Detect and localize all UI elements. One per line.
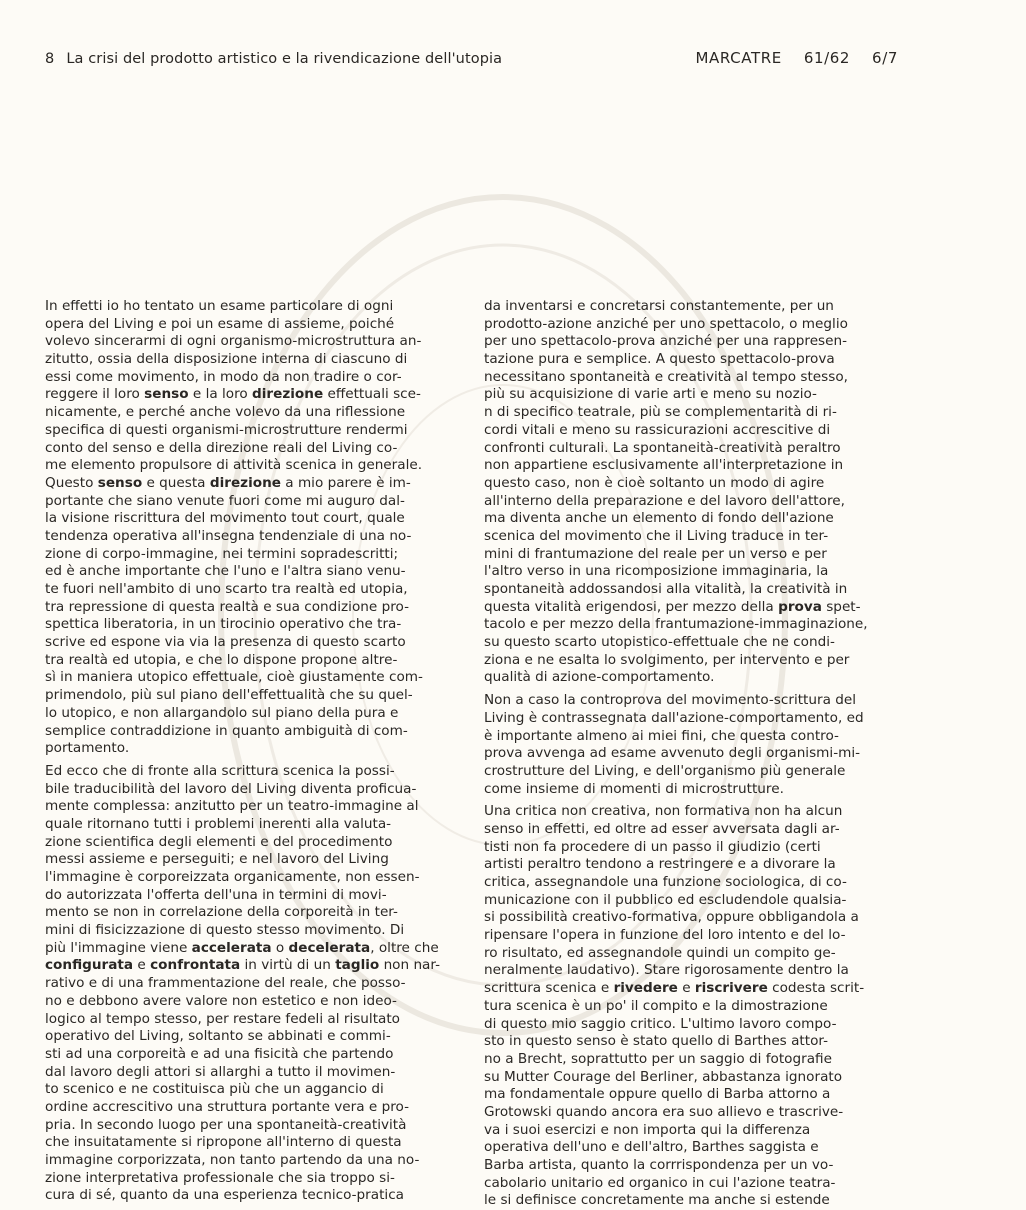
text-line: scenica del movimento che il Living traduce in ter- — [484, 527, 829, 544]
text-line: no a Brecht, soprattutto per un saggio di fotografie — [484, 1050, 832, 1067]
text-line: neralmente laudativo). Stare rigorosamente dentro la — [484, 962, 849, 979]
text-line: opera del Living e poi un esame di assieme, poiché — [45, 315, 395, 332]
text-line: sto in questo senso è stato quello di Barthes attor- — [484, 1033, 829, 1050]
text-line: va i suoi esercizi e non importa qui la differenza — [484, 1121, 811, 1138]
text-line: Grotowski quando ancora era suo allievo e trascrive- — [484, 1103, 844, 1120]
bold-term: taglio — [335, 957, 380, 974]
text-line: tra repressione di questa realtà e sua condizione pro- — [45, 598, 409, 615]
text-line: più l'immagine viene accelerata o decelerata, oltre che — [45, 939, 439, 956]
issue-part: 6/7 — [872, 49, 898, 67]
bold-term: accelerata — [191, 939, 272, 956]
text-line: tisti non fa procedere di un passo il giudizio (certi — [484, 838, 821, 855]
text-line: zitutto, ossia della disposizione interna di ciascuno di — [45, 351, 408, 368]
text-line: di questo mio saggio critico. L'ultimo lavoro compo- — [484, 1015, 837, 1032]
text-line: immagine corporizzata, non tanto partendo da una no- — [45, 1152, 420, 1168]
text-line: da inventarsi e concretarsi constantemente, per un — [484, 298, 834, 314]
text-line: su Mutter Courage del Berliner, abbastanza ignorato — [484, 1068, 843, 1085]
text-line: portamento. — [45, 740, 130, 757]
text-line: primendolo, più sul piano dell'effettualità che su quel- — [45, 687, 413, 704]
article-title: La crisi del prodotto artistico e la rivendicazione dell'utopia — [66, 51, 503, 67]
text-line: volevo sincerarmi di ogni organismo-microstruttura an- — [45, 333, 422, 350]
bold-term: decelerata — [288, 939, 371, 956]
text-line: conto del senso e della direzione reali del Living co- — [45, 439, 398, 456]
right-text-column — [484, 298, 902, 1210]
text-line: mini di frantumazione del reale per un verso e per — [484, 545, 827, 562]
page-number: 8 — [45, 51, 55, 67]
text-line: necessitano spontaneità e creatività al tempo stesso, — [484, 368, 848, 385]
text-line: quale ritornano tutti i problemi inerenti alla valuta- — [45, 815, 392, 832]
text-line: bile traducibilità del lavoro del Living diventa proficua- — [45, 780, 417, 797]
text-line: mento se non in correlazione della corporeità in ter- — [45, 904, 398, 921]
text-line: tazione pura e semplice. A questo spettacolo-prova — [484, 351, 835, 368]
text-line: ma fondamentale oppure quello di Barba attorno a — [484, 1086, 831, 1103]
running-header — [45, 51, 502, 67]
bold-term: prova — [778, 598, 822, 615]
bold-term: senso — [144, 386, 189, 403]
text-line: messi assieme e perseguiti; e nel lavoro del Living — [45, 851, 389, 868]
text-line: essi come movimento, in modo da non tradire o cor- — [45, 368, 402, 385]
text-line: Una critica non creativa, non formativa non ha alcun — [484, 803, 843, 820]
text-line: tacolo e per mezzo della frantumazione-immaginazione, — [484, 616, 868, 633]
text-line: zione interpretativa professionale che sia troppo si- — [45, 1169, 395, 1186]
text-line: reggere il loro senso e la loro direzione effettuali sce- — [45, 386, 421, 403]
magazine-name: MARCATRE — [695, 49, 782, 67]
text-line: to scenico e ne costituisca più che un aggancio di — [45, 1081, 384, 1098]
text-line: Non a caso la controprova del movimento-scrittura del — [484, 692, 857, 709]
text-line: scrittura scenica e rivedere e riscrivere codesta scrit- — [484, 980, 865, 997]
text-line: non appartiene esclusivamente all'interpretazione in — [484, 457, 844, 474]
text-line: più su acquisizione di varie arti e meno su nozio- — [484, 386, 817, 403]
text-line: prodotto-azione anziché per uno spettacolo, o meglio — [484, 315, 848, 332]
bold-term: confrontata — [150, 957, 241, 974]
text-line: Barba artista, quanto la corrrispondenza per un vo- — [484, 1157, 834, 1173]
bold-term: riscrivere — [694, 980, 768, 997]
text-line: questo caso, non è cioè soltanto un modo di agire — [484, 474, 825, 491]
text-line: specifica di questi organismi-microstrutture rendermi — [45, 421, 408, 438]
text-line: all'interno della preparazione e del lavoro dell'attore, — [484, 492, 845, 509]
text-line: portante che siano venute fuori come mi auguro dal- — [45, 492, 405, 509]
text-line: spontaneità addossandosi alla vitalità, la creatività in — [484, 581, 848, 597]
text-line: no e debbono avere valore non estetico e non ideo- — [45, 992, 397, 1009]
text-line: sti ad una corporeità e ad una fisicità che partendo — [45, 1045, 394, 1062]
text-line: crostrutture del Living, e dell'organismo più generale — [484, 762, 846, 779]
text-line: dal lavoro degli attori si allarghi a tutto il movimen- — [45, 1063, 396, 1080]
text-line: sì in maniera utopico effettuale, cioè giustamente com- — [45, 669, 423, 686]
text-line: Questo senso e questa direzione a mio parere è im- — [45, 474, 411, 491]
text-line: per uno spettacolo-prova anziché per una rappresen- — [484, 333, 848, 350]
text-line: cura di sé, quanto da una esperienza tecnico-pratica — [45, 1187, 404, 1204]
text-line: confronti culturali. La spontaneità-creatività peraltro — [484, 439, 841, 456]
text-line: municazione con il pubblico ed escludendole qualsia- — [484, 891, 847, 908]
text-line: si possibilità creativo-formativa, oppure obbligandola a — [484, 909, 859, 926]
text-line: do autorizzata l'offerta dell'una in termini di movi- — [45, 886, 387, 903]
text-line: qualità di azione-comportamento. — [484, 669, 715, 686]
text-line: prova avvenga ad esame avvenuto degli organismi-mi- — [484, 745, 861, 762]
text-line: ed è anche importante che l'uno e l'altra siano venu- — [45, 563, 406, 580]
text-line: critica, assegnandole una funzione sociologica, di co- — [484, 874, 847, 890]
text-line: cabolario unitario ed organico in cui l'azione teatra- — [484, 1174, 836, 1191]
text-line: n di specifico teatrale, più se complementarità di ri- — [484, 404, 837, 421]
text-line: Living è contrassegnata dall'azione-comportamento, ed — [484, 709, 864, 726]
text-line: artisti peraltro tendono a restringere e a divorare la — [484, 856, 836, 873]
text-line: tendenza operativa all'insegna tendenziale di una no- — [45, 527, 412, 544]
text-line: tra realtà ed utopia, e che lo dispone propone altre- — [45, 651, 398, 668]
text-line: su questo scarto utopistico-effettuale che ne condi- — [484, 634, 835, 651]
bold-term: rivedere — [613, 980, 678, 997]
text-line: senso in effetti, ed oltre ad esser avversata dagli ar- — [484, 820, 840, 837]
text-line: l'altro verso in una ricomposizione immaginaria, la — [484, 563, 829, 580]
text-line: Ed ecco che di fronte alla scrittura scenica la possi- — [45, 762, 395, 779]
text-line: zione di corpo-immagine, nei termini sopradescritti; — [45, 545, 399, 562]
text-line: logico al tempo stesso, per restare fedeli al risultato — [45, 1010, 401, 1027]
text-line: ordine accrescitivo una struttura portante vera e pro- — [45, 1098, 409, 1115]
text-line: pria. In secondo luogo per una spontaneità-creatività — [45, 1116, 407, 1133]
text-line: In effetti io ho tentato un esame particolare di ogni — [45, 298, 394, 314]
text-line: l'immagine è corporeizzata organicamente, non essen- — [45, 869, 420, 885]
text-line: cordi vitali e meno su rassicurazioni accrescitive di — [484, 421, 831, 438]
text-line: le si definisce concretamente ma anche si estende — [484, 1192, 830, 1209]
issue-number: 61/62 — [803, 49, 851, 67]
text-line: è importante almeno ai miei fini, che questa contro- — [484, 727, 839, 744]
bold-term: senso — [97, 474, 143, 491]
text-line: spettica liberatoria, in un tirocinio operativo che tra- — [45, 616, 402, 633]
text-line: mente complessa: anzitutto per un teatro-immagine al — [45, 798, 419, 815]
text-line: rativo e di una frammentazione del reale, che posso- — [45, 975, 406, 992]
text-line: mini di fisicizzazione di questo stesso movimento. Di — [45, 922, 405, 939]
text-line: ziona e ne esalta lo svolgimento, per intervento e per — [484, 651, 850, 668]
text-line: semplice contraddizione in quanto ambiguità di com- — [45, 722, 408, 739]
text-line: ripensare l'opera in funzione del loro intento e del lo- — [484, 927, 846, 944]
text-line: zione scientifica degli elementi e del procedimento — [45, 833, 393, 850]
text-line: questa vitalità erigendosi, per mezzo della prova spet- — [484, 598, 861, 615]
text-line: nicamente, e perché anche volevo da una riflessione — [45, 404, 406, 421]
text-line: lo utopico, e non allargandolo sul piano della pura e — [45, 704, 399, 721]
text-line: scrive ed espone via via la presenza di questo scarto — [45, 634, 406, 651]
text-line: come insieme di momenti di microstrutture. — [484, 780, 784, 797]
bold-term: direzione — [252, 386, 324, 403]
text-line: configurata e confrontata in virtù di un taglio non nar- — [45, 957, 441, 974]
text-line: tura scenica è un po' il compito e la dimostrazione — [484, 997, 828, 1014]
magazine-header — [696, 49, 899, 67]
text-line: che insuitatamente si ripropone all'interno di questa — [45, 1134, 402, 1151]
text-line: operativo del Living, soltanto se abbinati e commi- — [45, 1028, 391, 1045]
bold-term: configurata — [45, 957, 134, 974]
left-text-column — [45, 298, 463, 1205]
text-line: la visione riscrittura del movimento tout court, quale — [45, 510, 405, 527]
text-line: ma diventa anche un elemento di fondo dell'azione — [484, 510, 834, 527]
text-line: te fuori nell'ambito di uno scarto tra realtà ed utopia, — [45, 581, 408, 597]
text-line: me elemento propulsore di attività scenica in generale. — [45, 457, 423, 474]
text-line: operativa dell'uno e dell'altro, Barthes saggista e — [484, 1139, 819, 1156]
text-line: ro risultato, ed assegnandole quindi un compito ge- — [484, 944, 836, 961]
bold-term: direzione — [209, 474, 281, 491]
